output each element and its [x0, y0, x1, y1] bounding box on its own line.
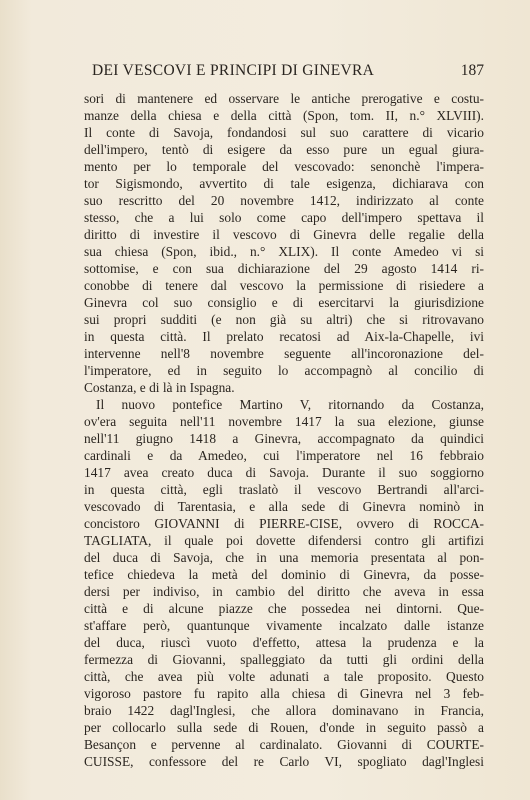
text-line: Ginevra col suo consiglio e di esercitarvi la giurisdizione — [84, 295, 484, 310]
text-line: dersi per indiviso, in cambio del diritto che aveva in essa — [84, 584, 484, 599]
text-line: TAGLIATA, il quale poi dovette difendersi contro gli artifizi — [84, 533, 484, 548]
text-line: del duca di Savoja, che in una memoria presentata al pon- — [84, 550, 484, 565]
text-line: ov'era seguita nell'11 novembre 1417 la sua elezione, giunse — [84, 414, 484, 429]
text-line: diritto di investire il vescovo di Ginevra delle regalie della — [84, 227, 484, 242]
text-line: nell'11 giugno 1418 a Ginevra, accompagnato da quindici — [84, 431, 484, 446]
text-line: fermezza di Giovanni, spalleggiato da tutti gli ordini della — [84, 652, 484, 667]
text-line: Il conte di Savoja, fondandosi sul suo carattere di vicario — [84, 125, 484, 140]
text-line: Il nuovo pontefice Martino V, ritornando da Costanza, — [96, 397, 484, 412]
text-line: città e di alcune piazze che possedea nei dintorni. Que- — [84, 601, 484, 616]
paragraph-2 — [84, 396, 484, 770]
page-number: 187 — [460, 62, 484, 79]
body-text — [84, 90, 484, 770]
text-line: sua chiesa (Spon, ibid., n.° XLIX). Il conte Amedeo vi si — [84, 244, 484, 259]
page-header — [92, 62, 484, 84]
text-line: sui propri sudditi (e non già su altri) che si ritrovavano — [84, 312, 484, 327]
text-line: del duca, riuscì vuoto d'effetto, attesa la prudenza e la — [84, 635, 484, 650]
text-line: vescovado di Tarentasia, e alla sede di Ginevra nominò in — [84, 499, 484, 514]
text-line: Costanza, e di là in Ispagna. — [84, 380, 235, 395]
text-line: sottomise, e con sua dichiarazione del 29 agosto 1414 ri- — [84, 261, 484, 276]
text-line: vigoroso pastore fu rapito alla chiesa di Ginevra nel 3 feb- — [84, 686, 484, 701]
text-line: CUISSE, confessore del re Carlo VI, spogliato dagl'Inglesi — [84, 754, 484, 769]
text-line: concistoro GIOVANNI di PIERRE-CISE, ovvero di ROCCA- — [84, 516, 484, 531]
running-head: DEI VESCOVI E PRINCIPI DI GINEVRA — [92, 62, 375, 79]
text-line: Besançon e pervenne al cardinalato. Giovanni di COURTE- — [84, 737, 484, 752]
text-line: tor Sigismondo, avvertito di tale esigenza, dichiarava con — [84, 176, 484, 191]
text-line: tefice chiedeva la metà del dominio di Ginevra, da posse- — [84, 567, 484, 582]
text-line: intervenne nell'8 novembre seguente all'incoronazione del- — [84, 346, 484, 361]
paragraph-1 — [84, 90, 484, 396]
text-line: città, che avea più volte adunati a tale proposito. Questo — [84, 669, 484, 684]
text-line: suo rescritto del 20 novembre 1412, indirizzato al conte — [84, 193, 484, 208]
text-line: l'imperatore, ed in seguito lo accompagnò al concilio di — [84, 363, 484, 378]
text-line: 1417 avea creato duca di Savoja. Durante il suo soggiorno — [84, 465, 484, 480]
text-line: cardinali e da Amedeo, cui l'imperatore nel 16 febbraio — [84, 448, 484, 463]
text-line: in questa città. Il prelato recatosi ad Aix-la-Chapelle, ivi — [84, 329, 484, 344]
text-line: braio 1422 dagl'Inglesi, che allora dominavano in Francia, — [84, 703, 484, 718]
text-line: manze della chiesa e della città (Spon, tom. II, n.° XLVIII). — [84, 108, 484, 123]
text-line: st'affare però, quantunque vivamente incalzato dalle istanze — [84, 618, 484, 633]
text-line: per collocarlo sulla sede di Rouen, d'onde in seguito passò a — [84, 720, 484, 735]
text-line: in questa città, egli traslatò il vescovo Bertrandi all'arci- — [84, 482, 484, 497]
text-line: dell'impero, tentò di esigere da esso pure un egual giura- — [84, 142, 484, 157]
text-line: sori di mantenere ed osservare le antiche prerogative e costu- — [84, 91, 484, 106]
text-line: stesso, che a lui solo come capo dell'impero spettava il — [84, 210, 484, 225]
text-line: conobbe di tenere dal vescovo la permissione di risiedere a — [84, 278, 484, 293]
text-line: mento per lo temporale del vescovado: senonchè l'impera- — [84, 159, 484, 174]
